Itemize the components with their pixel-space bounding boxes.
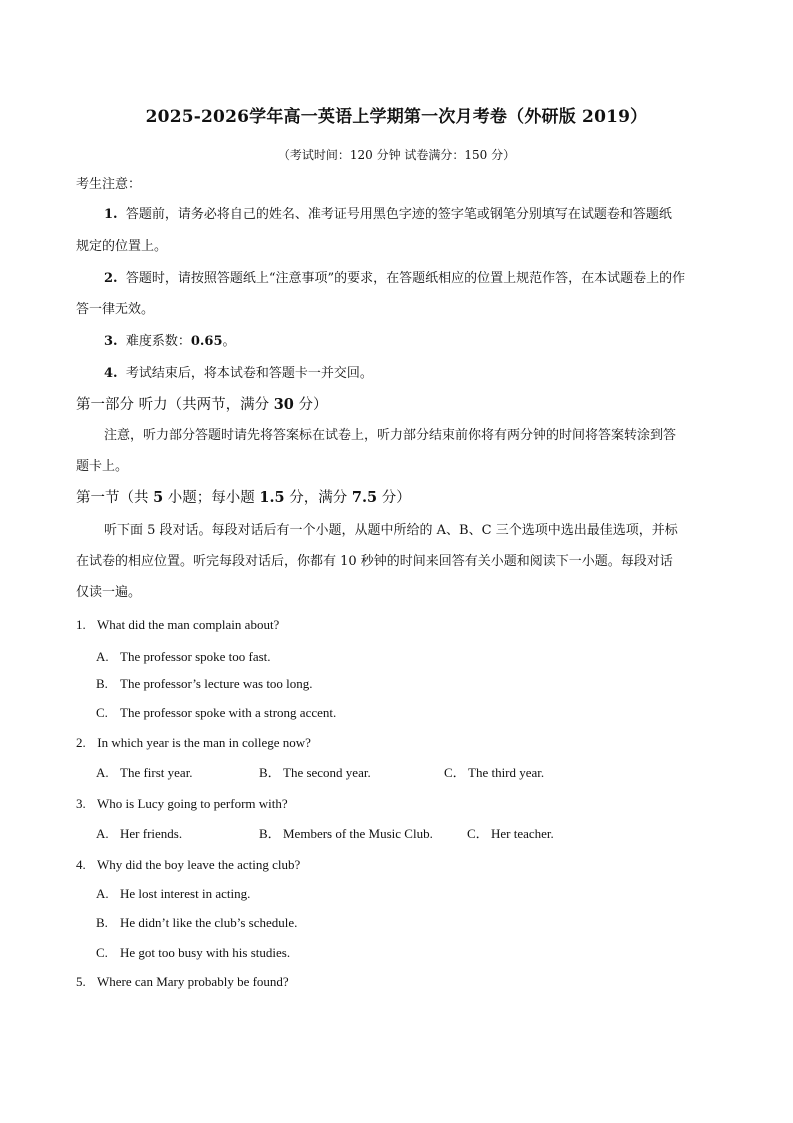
- section1-heading-c: 分，满分: [284, 490, 352, 506]
- part1-heading-post: 分）: [293, 397, 328, 413]
- notice-heading: 考生注意：: [76, 177, 142, 192]
- question-4-num: 4.: [76, 857, 86, 872]
- option-text: He lost interest in acting.: [120, 886, 251, 901]
- notice-item-1-line2: 规定的位置上。: [76, 239, 168, 254]
- section1-instr-line3: 仅读一遍。: [76, 585, 142, 600]
- question-2-num: 2.: [76, 735, 86, 750]
- option-text: Her teacher.: [491, 826, 554, 841]
- option-text: He got too busy with his studies.: [120, 945, 291, 960]
- option-text: Her friends.: [120, 826, 183, 841]
- section1-heading-a: 第一节（共: [76, 490, 154, 506]
- notice-item-4: [104, 365, 373, 383]
- question-5: [76, 973, 289, 991]
- option-text: The first year.: [120, 765, 193, 780]
- option-text: Members of the Music Club.: [283, 826, 433, 841]
- option-text: The professor’s lecture was too long.: [120, 676, 313, 691]
- notice-item-4-num: 4.: [104, 366, 118, 381]
- question-1-option-c: [96, 704, 336, 722]
- question-4: [76, 856, 300, 874]
- question-3-num: 3.: [76, 796, 86, 811]
- notice-item-4-line1: 考试结束后，将本试卷和答题卡一并交回。: [125, 366, 373, 381]
- question-2-option-c: [444, 764, 544, 782]
- question-3-text: Who is Lucy going to perform with?: [97, 796, 288, 811]
- notice-item-3-prefix: 难度系数：: [125, 334, 191, 349]
- option-letter: C.: [96, 945, 108, 960]
- option-letter: C．: [467, 826, 489, 841]
- option-letter: B.: [96, 915, 108, 930]
- option-letter: B．: [259, 765, 281, 780]
- option-letter: A.: [96, 886, 109, 901]
- question-5-text: Where can Mary probably be found?: [97, 974, 289, 989]
- question-2-option-a: [96, 764, 193, 782]
- section1-heading-b: 小题；每小题: [163, 490, 260, 506]
- section1-instr-line2: 在试卷的相应位置。听完每段对话后，你都有 10 秒钟的时间来回答有关小题和阅读下一小题。每段对话: [76, 554, 673, 569]
- question-4-option-b: [96, 914, 297, 932]
- notice-item-2-line2: 答一律无效。: [76, 302, 155, 317]
- part1-note-line2: 题卡上。: [76, 459, 129, 474]
- notice-item-2-line1: 答题时，请按照答题纸上“注意事项”的要求，在答题纸相应的位置上规范作答，在本试题卷上的作: [125, 271, 686, 286]
- part1-score: 30: [273, 396, 294, 413]
- part1-note-line1: 注意，听力部分答题时请先将答案标在试卷上，听力部分结束前你将有两分钟的时间将答案转涂到答: [104, 428, 677, 443]
- question-1-num: 1.: [76, 617, 86, 632]
- notice-item-1-num: 1.: [104, 207, 118, 222]
- notice-item-2: [104, 270, 685, 288]
- section1-heading: [76, 488, 411, 508]
- option-letter: A.: [96, 826, 109, 841]
- section1-total-score: 7.5: [351, 489, 378, 506]
- notice-item-2-num: 2.: [104, 271, 118, 286]
- part1-heading: [76, 395, 328, 415]
- question-5-num: 5.: [76, 974, 86, 989]
- question-3-option-c: [467, 825, 554, 843]
- question-2: [76, 734, 311, 752]
- section1-count: 5: [153, 489, 164, 506]
- difficulty-value: 0.65: [190, 334, 223, 349]
- option-text: The professor spoke too fast.: [120, 649, 271, 664]
- question-3-option-a: [96, 825, 182, 843]
- notice-item-1-line1: 答题前，请务必将自己的姓名、准考证号用黑色字迹的签字笔或钢笔分别填写在试题卷和答题纸: [125, 207, 672, 222]
- question-2-text: In which year is the man in college now?: [97, 735, 311, 750]
- question-3-option-b: [259, 825, 433, 843]
- option-text: He didn’t like the club’s schedule.: [120, 915, 298, 930]
- notice-item-3-num: 3.: [104, 334, 118, 349]
- question-3: [76, 795, 288, 813]
- section1-each-score: 1.5: [259, 489, 285, 506]
- question-2-option-b: [259, 764, 371, 782]
- option-text: The professor spoke with a strong accent.: [120, 705, 337, 720]
- exam-title: 2025-2026学年高一英语上学期第一次月考卷（外研版 2019）: [145, 107, 648, 127]
- option-letter: B．: [259, 826, 281, 841]
- question-1-text: What did the man complain about?: [97, 617, 280, 632]
- question-4-option-c: [96, 944, 290, 962]
- question-1: [76, 616, 279, 634]
- option-letter: C．: [444, 765, 466, 780]
- option-text: The second year.: [283, 765, 371, 780]
- question-1-option-a: [96, 648, 271, 666]
- question-4-text: Why did the boy leave the acting club?: [97, 857, 301, 872]
- section1-instr-line1: 听下面 5 段对话。每段对话后有一个小题，从题中所给的 A、B、C 三个选项中选出最佳选项，并标: [104, 523, 678, 538]
- notice-item-3-suffix: 。: [222, 334, 236, 349]
- question-4-option-a: [96, 885, 250, 903]
- question-1-option-b: [96, 675, 313, 693]
- option-letter: A.: [96, 649, 109, 664]
- option-letter: A.: [96, 765, 109, 780]
- option-letter: C.: [96, 705, 108, 720]
- section1-heading-d: 分）: [377, 490, 411, 506]
- notice-item-3: [104, 333, 236, 351]
- option-text: The third year.: [468, 765, 545, 780]
- exam-subtitle: （考试时间：120 分钟 试卷满分：150 分）: [277, 148, 516, 162]
- notice-item-1: [104, 206, 672, 224]
- option-letter: B.: [96, 676, 108, 691]
- part1-heading-pre: 第一部分 听力（共两节，满分: [76, 397, 274, 413]
